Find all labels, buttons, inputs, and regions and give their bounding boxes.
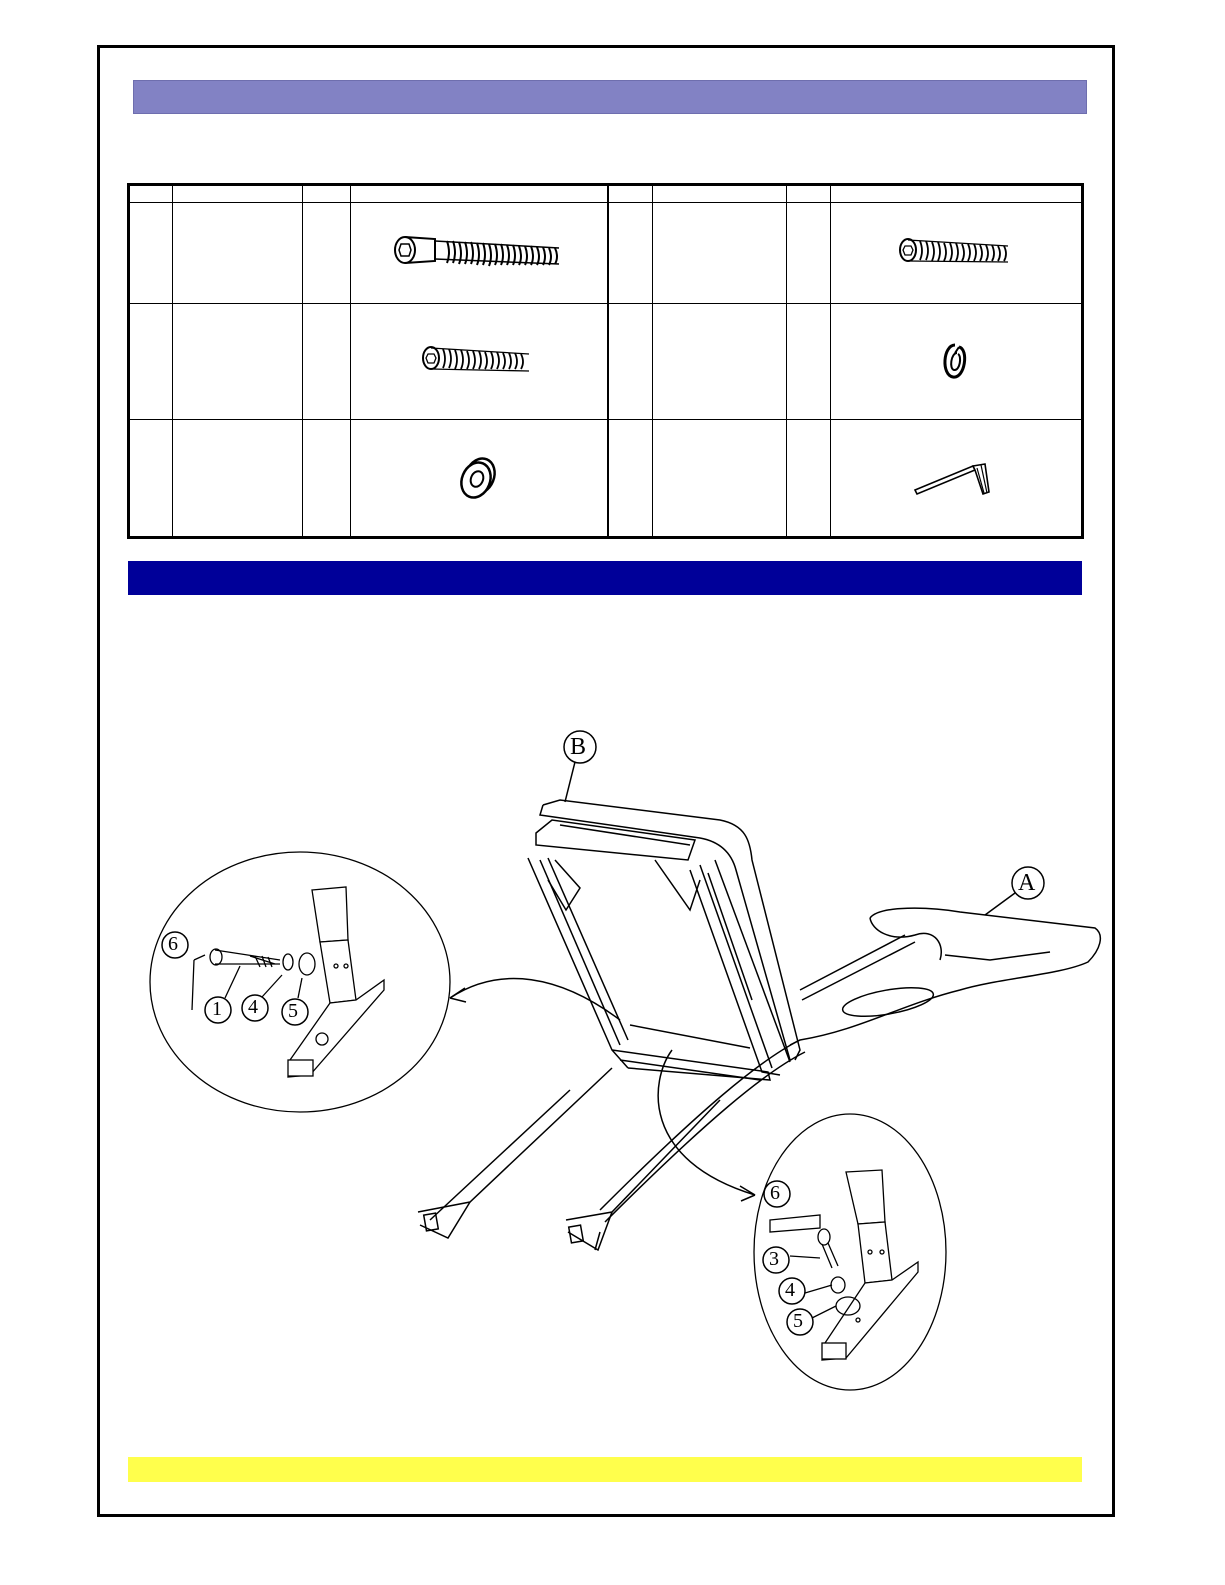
callout-left-lock-washer: 4: [248, 996, 258, 1018]
back-right-upright: [690, 870, 780, 1075]
callout-right-allen-key: 6: [770, 1182, 780, 1204]
backrest-top-rail: [543, 800, 800, 1060]
callout-left-bolt: 1: [212, 998, 222, 1020]
callout-part-a: A: [1018, 870, 1036, 896]
callout-part-b: B: [570, 734, 587, 760]
note-band: [128, 1457, 1082, 1482]
callout-right-bolt: 3: [769, 1248, 779, 1270]
detail-left: [150, 852, 450, 1112]
back-left-upright: [528, 858, 628, 1068]
callout-left-allen-key: 6: [168, 933, 178, 955]
callout-right-flat-washer: 5: [793, 1310, 803, 1332]
seat-panel: [790, 908, 1100, 1045]
back-leg: [418, 1068, 612, 1212]
callout-right-lock-washer: 4: [785, 1279, 795, 1301]
callout-left-flat-washer: 5: [288, 1000, 298, 1022]
